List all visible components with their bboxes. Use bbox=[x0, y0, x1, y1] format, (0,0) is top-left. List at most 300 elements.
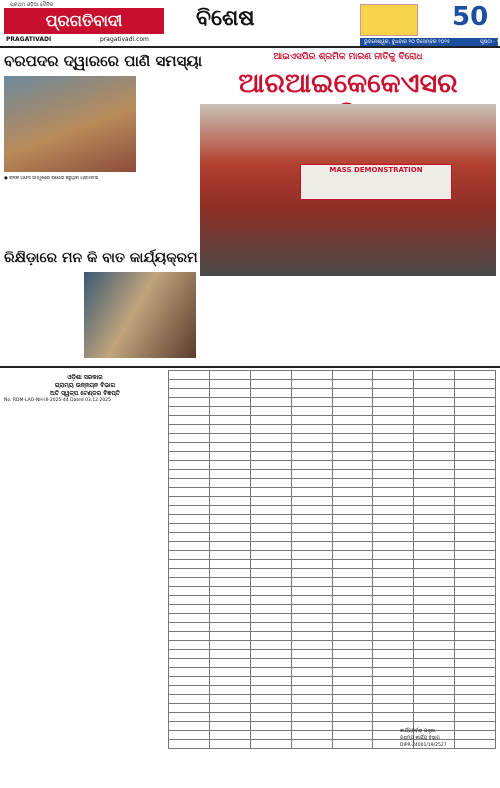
table-cell bbox=[169, 632, 210, 641]
table-cell bbox=[373, 398, 414, 407]
table-cell bbox=[373, 668, 414, 677]
table-row bbox=[169, 407, 496, 416]
masthead-subbrand: PRAGATIVADI bbox=[6, 36, 52, 43]
table-cell bbox=[291, 641, 332, 650]
table-row bbox=[169, 524, 496, 533]
table-cell bbox=[169, 380, 210, 389]
table-cell bbox=[291, 533, 332, 542]
table-cell bbox=[169, 722, 210, 731]
table-cell bbox=[332, 740, 373, 749]
table-cell bbox=[414, 407, 455, 416]
table-cell bbox=[373, 389, 414, 398]
table-cell bbox=[169, 695, 210, 704]
table-cell bbox=[250, 704, 291, 713]
table-cell bbox=[209, 641, 250, 650]
table-row bbox=[169, 479, 496, 488]
table-cell bbox=[414, 371, 455, 380]
table-cell bbox=[250, 371, 291, 380]
table-cell bbox=[169, 731, 210, 740]
table-cell bbox=[332, 596, 373, 605]
table-cell bbox=[455, 551, 496, 560]
table-cell bbox=[209, 488, 250, 497]
table-cell bbox=[209, 731, 250, 740]
table-cell bbox=[332, 677, 373, 686]
protest-banner: MASS DEMONSTRATION bbox=[300, 164, 452, 200]
table-cell bbox=[455, 461, 496, 470]
table-cell bbox=[250, 578, 291, 587]
table-cell bbox=[169, 488, 210, 497]
anniversary-mark: 50 bbox=[452, 2, 489, 32]
table-cell bbox=[250, 713, 291, 722]
table-cell bbox=[455, 686, 496, 695]
table-cell bbox=[414, 506, 455, 515]
tender-office: ଗ୍ରାମ୍ୟ ଉନ୍ନୟନ ବିଭାଗ bbox=[54, 382, 116, 389]
table-cell bbox=[414, 713, 455, 722]
table-cell bbox=[250, 641, 291, 650]
table-cell bbox=[169, 533, 210, 542]
table-cell bbox=[332, 686, 373, 695]
table-row bbox=[169, 515, 496, 524]
table-cell bbox=[169, 497, 210, 506]
table-cell bbox=[455, 596, 496, 605]
table-cell bbox=[455, 371, 496, 380]
table-cell bbox=[332, 641, 373, 650]
table-row bbox=[169, 623, 496, 632]
tender-org: ଓଡ଼ିଶା ସରକାର bbox=[67, 374, 103, 381]
table-cell bbox=[169, 506, 210, 515]
table-cell bbox=[169, 668, 210, 677]
table-cell bbox=[373, 533, 414, 542]
table-cell bbox=[250, 551, 291, 560]
table-row bbox=[169, 677, 496, 686]
table-row bbox=[169, 470, 496, 479]
table-cell bbox=[169, 713, 210, 722]
table-cell bbox=[209, 677, 250, 686]
table-cell bbox=[169, 407, 210, 416]
table-cell bbox=[373, 479, 414, 488]
table-cell bbox=[414, 398, 455, 407]
table-cell bbox=[209, 380, 250, 389]
table-cell bbox=[250, 461, 291, 470]
table-cell bbox=[250, 731, 291, 740]
table-cell bbox=[373, 695, 414, 704]
table-cell bbox=[455, 470, 496, 479]
table-cell bbox=[209, 398, 250, 407]
footer-signatory: କାର୍ଯ୍ୟନିର୍ବାହୀ ଯନ୍ତ୍ରୀ, bbox=[400, 729, 437, 734]
table-cell bbox=[414, 668, 455, 677]
table-cell bbox=[455, 569, 496, 578]
table-cell bbox=[209, 659, 250, 668]
table-row bbox=[169, 551, 496, 560]
ad-thumbnail bbox=[360, 4, 418, 36]
table-cell bbox=[414, 650, 455, 659]
table-cell bbox=[455, 695, 496, 704]
table-cell bbox=[332, 722, 373, 731]
table-cell bbox=[414, 434, 455, 443]
tender-ref bbox=[4, 398, 166, 403]
table-cell bbox=[291, 713, 332, 722]
table-row bbox=[169, 533, 496, 542]
table-cell bbox=[169, 452, 210, 461]
table-row bbox=[169, 371, 496, 380]
table-cell bbox=[455, 650, 496, 659]
table-row bbox=[169, 497, 496, 506]
table-cell bbox=[291, 731, 332, 740]
section-title: ବିଶେଷ bbox=[196, 6, 255, 31]
table-cell bbox=[209, 650, 250, 659]
table-cell bbox=[250, 479, 291, 488]
table-cell bbox=[291, 650, 332, 659]
table-row bbox=[169, 614, 496, 623]
table-cell bbox=[169, 443, 210, 452]
table-cell bbox=[455, 389, 496, 398]
story2-headline: ରିକ୍ଷିଡ଼ାରେ ମନ କି ବାତ କାର୍ଯ୍ୟକ୍ରମ bbox=[4, 250, 198, 266]
table-cell bbox=[291, 524, 332, 533]
table-cell bbox=[332, 416, 373, 425]
table-cell bbox=[250, 668, 291, 677]
table-cell bbox=[169, 740, 210, 749]
table-cell bbox=[455, 488, 496, 497]
table-cell bbox=[455, 524, 496, 533]
table-cell bbox=[169, 686, 210, 695]
table-cell bbox=[414, 551, 455, 560]
table-cell bbox=[414, 425, 455, 434]
table-cell bbox=[332, 515, 373, 524]
table-cell bbox=[291, 587, 332, 596]
table-cell bbox=[455, 479, 496, 488]
table-cell bbox=[169, 578, 210, 587]
table-cell bbox=[332, 704, 373, 713]
table-cell bbox=[414, 389, 455, 398]
table-cell bbox=[291, 461, 332, 470]
table-cell bbox=[250, 533, 291, 542]
table-cell bbox=[414, 497, 455, 506]
story2-body bbox=[4, 272, 80, 364]
table-cell bbox=[250, 632, 291, 641]
table-cell bbox=[250, 614, 291, 623]
section-divider bbox=[0, 366, 500, 368]
table-cell bbox=[373, 407, 414, 416]
table-cell bbox=[209, 596, 250, 605]
table-cell bbox=[373, 515, 414, 524]
table-cell bbox=[373, 713, 414, 722]
table-cell bbox=[209, 740, 250, 749]
table-cell bbox=[169, 596, 210, 605]
table-cell bbox=[414, 659, 455, 668]
table-cell bbox=[209, 497, 250, 506]
tender-table bbox=[168, 370, 496, 749]
masthead-tagline: ପ୍ରଥମ ଓଡ଼ିଆ ଦୈନିକ bbox=[10, 2, 54, 8]
table-cell bbox=[169, 623, 210, 632]
tender-title: ଅତି ସ୍ୱଳ୍ପ ଟେଣ୍ଡର ବିଜ୍ଞପ୍ତି bbox=[50, 390, 120, 397]
table-cell bbox=[332, 605, 373, 614]
table-cell bbox=[250, 686, 291, 695]
table-cell bbox=[414, 605, 455, 614]
table-cell bbox=[455, 398, 496, 407]
table-cell bbox=[209, 632, 250, 641]
table-cell bbox=[209, 578, 250, 587]
table-cell bbox=[291, 605, 332, 614]
table-cell bbox=[291, 452, 332, 461]
table-cell bbox=[332, 560, 373, 569]
table-cell bbox=[291, 695, 332, 704]
table-row bbox=[169, 542, 496, 551]
table-cell bbox=[414, 641, 455, 650]
table-cell bbox=[373, 434, 414, 443]
table-cell bbox=[455, 578, 496, 587]
table-cell bbox=[291, 371, 332, 380]
table-cell bbox=[455, 380, 496, 389]
table-cell bbox=[373, 497, 414, 506]
table-row bbox=[169, 650, 496, 659]
table-cell bbox=[332, 551, 373, 560]
table-cell bbox=[373, 443, 414, 452]
table-row bbox=[169, 389, 496, 398]
table-row bbox=[169, 704, 496, 713]
table-cell bbox=[373, 623, 414, 632]
table-cell bbox=[373, 542, 414, 551]
table-cell bbox=[169, 659, 210, 668]
table-cell bbox=[332, 524, 373, 533]
table-cell bbox=[250, 605, 291, 614]
table-row bbox=[169, 560, 496, 569]
table-cell bbox=[455, 533, 496, 542]
table-cell bbox=[250, 596, 291, 605]
table-cell bbox=[250, 740, 291, 749]
table-cell bbox=[209, 452, 250, 461]
table-cell bbox=[455, 542, 496, 551]
table-cell bbox=[250, 623, 291, 632]
table-cell bbox=[291, 659, 332, 668]
masthead-website[interactable]: pragativadi.com bbox=[100, 36, 149, 43]
table-cell bbox=[455, 452, 496, 461]
table-cell bbox=[169, 371, 210, 380]
table-row bbox=[169, 578, 496, 587]
table-cell bbox=[291, 515, 332, 524]
table-cell bbox=[250, 497, 291, 506]
table-row bbox=[169, 398, 496, 407]
table-cell bbox=[291, 596, 332, 605]
table-cell bbox=[455, 704, 496, 713]
table-cell bbox=[209, 605, 250, 614]
table-cell bbox=[332, 452, 373, 461]
table-row bbox=[169, 569, 496, 578]
table-cell bbox=[414, 470, 455, 479]
table-cell bbox=[250, 659, 291, 668]
table-cell bbox=[455, 587, 496, 596]
table-cell bbox=[250, 452, 291, 461]
table-cell bbox=[414, 623, 455, 632]
page-number: ପୃଷ୍ଠା - ୧ bbox=[480, 39, 500, 45]
table-cell bbox=[169, 425, 210, 434]
table-cell bbox=[455, 713, 496, 722]
table-cell bbox=[209, 524, 250, 533]
table-cell bbox=[250, 443, 291, 452]
story1-body bbox=[140, 78, 196, 248]
newspaper-logo[interactable]: ପ୍ରଗତିବାଦୀ bbox=[4, 8, 164, 34]
table-cell bbox=[169, 704, 210, 713]
tender-table-area bbox=[168, 370, 496, 724]
table-cell bbox=[291, 416, 332, 425]
table-cell bbox=[414, 461, 455, 470]
table-cell bbox=[291, 434, 332, 443]
table-cell bbox=[209, 668, 250, 677]
table-cell bbox=[373, 371, 414, 380]
table-row bbox=[169, 380, 496, 389]
table-cell bbox=[414, 632, 455, 641]
table-cell bbox=[291, 398, 332, 407]
table-cell bbox=[414, 524, 455, 533]
table-row bbox=[169, 632, 496, 641]
table-cell bbox=[332, 659, 373, 668]
table-cell bbox=[373, 587, 414, 596]
table-cell bbox=[291, 551, 332, 560]
table-cell bbox=[332, 614, 373, 623]
table-cell bbox=[414, 596, 455, 605]
table-cell bbox=[250, 695, 291, 704]
table-cell bbox=[209, 371, 250, 380]
table-cell bbox=[455, 506, 496, 515]
table-row bbox=[169, 506, 496, 515]
table-cell bbox=[291, 407, 332, 416]
table-cell bbox=[414, 488, 455, 497]
table-row bbox=[169, 641, 496, 650]
table-cell bbox=[169, 569, 210, 578]
table-cell bbox=[455, 434, 496, 443]
table-cell bbox=[373, 488, 414, 497]
table-cell bbox=[373, 614, 414, 623]
table-cell bbox=[455, 632, 496, 641]
table-cell bbox=[455, 641, 496, 650]
table-cell bbox=[250, 398, 291, 407]
table-cell bbox=[332, 407, 373, 416]
footer-dipr: DIPR-24001/19/2527 bbox=[400, 743, 447, 748]
table-cell bbox=[455, 407, 496, 416]
table-cell bbox=[209, 506, 250, 515]
table-cell bbox=[250, 470, 291, 479]
table-cell bbox=[291, 569, 332, 578]
table-row bbox=[169, 713, 496, 722]
table-cell bbox=[332, 470, 373, 479]
table-cell bbox=[373, 677, 414, 686]
table-row bbox=[169, 668, 496, 677]
table-cell bbox=[291, 740, 332, 749]
table-cell bbox=[414, 533, 455, 542]
table-cell bbox=[373, 416, 414, 425]
table-row bbox=[169, 587, 496, 596]
table-cell bbox=[414, 479, 455, 488]
table-cell bbox=[291, 470, 332, 479]
table-cell bbox=[209, 479, 250, 488]
table-cell bbox=[169, 479, 210, 488]
table-cell bbox=[209, 407, 250, 416]
table-cell bbox=[332, 380, 373, 389]
table-cell bbox=[250, 380, 291, 389]
table-cell bbox=[373, 596, 414, 605]
table-cell bbox=[414, 560, 455, 569]
table-cell bbox=[250, 569, 291, 578]
story1-headline: ବରପଦର ଦ୍ୱାରରେ ପାଣି ସମସ୍ୟା bbox=[4, 52, 203, 70]
table-cell bbox=[250, 407, 291, 416]
table-cell bbox=[291, 560, 332, 569]
table-cell bbox=[332, 443, 373, 452]
table-cell bbox=[169, 398, 210, 407]
table-cell bbox=[209, 443, 250, 452]
table-cell bbox=[250, 677, 291, 686]
table-row bbox=[169, 461, 496, 470]
tender-ref-no: No. RDM-LAO-NH-III-2025-44 bbox=[4, 398, 69, 403]
tender-footer bbox=[400, 728, 496, 749]
table-cell bbox=[414, 443, 455, 452]
table-cell bbox=[332, 434, 373, 443]
table-cell bbox=[291, 704, 332, 713]
table-cell bbox=[332, 479, 373, 488]
table-cell bbox=[250, 722, 291, 731]
table-cell bbox=[250, 488, 291, 497]
table-cell bbox=[414, 578, 455, 587]
table-cell bbox=[373, 704, 414, 713]
table-cell bbox=[373, 506, 414, 515]
table-cell bbox=[373, 632, 414, 641]
table-cell bbox=[455, 677, 496, 686]
table-cell bbox=[455, 515, 496, 524]
table-cell bbox=[291, 425, 332, 434]
table-cell bbox=[373, 380, 414, 389]
table-cell bbox=[373, 569, 414, 578]
table-cell bbox=[455, 416, 496, 425]
table-cell bbox=[250, 506, 291, 515]
table-cell bbox=[414, 695, 455, 704]
table-cell bbox=[414, 542, 455, 551]
tender-ref-date: Dated 03.12.2025 bbox=[70, 398, 111, 403]
table-cell bbox=[291, 722, 332, 731]
table-cell bbox=[373, 425, 414, 434]
table-cell bbox=[209, 533, 250, 542]
table-cell bbox=[455, 623, 496, 632]
table-cell bbox=[414, 587, 455, 596]
table-cell bbox=[414, 569, 455, 578]
table-cell bbox=[332, 623, 373, 632]
table-cell bbox=[250, 542, 291, 551]
table-cell bbox=[332, 542, 373, 551]
table-cell bbox=[414, 614, 455, 623]
table-row bbox=[169, 695, 496, 704]
table-cell bbox=[250, 434, 291, 443]
table-row bbox=[169, 686, 496, 695]
story1-caption: ● ବ୍ଲକ ଅଫିସ ସମ୍ମୁଖରେ ବିକ୍ଷୋଭ କରୁଥିବା ଗ୍ରାମବାସୀ bbox=[4, 176, 99, 181]
story1-photo bbox=[4, 76, 136, 172]
table-cell bbox=[332, 506, 373, 515]
table-cell bbox=[169, 587, 210, 596]
table-cell bbox=[209, 389, 250, 398]
table-cell bbox=[169, 677, 210, 686]
table-cell bbox=[291, 389, 332, 398]
table-cell bbox=[209, 704, 250, 713]
table-cell bbox=[373, 641, 414, 650]
table-cell bbox=[332, 695, 373, 704]
table-cell bbox=[169, 461, 210, 470]
table-row bbox=[169, 434, 496, 443]
table-cell bbox=[209, 425, 250, 434]
table-row bbox=[169, 659, 496, 668]
table-cell bbox=[209, 569, 250, 578]
table-cell bbox=[209, 461, 250, 470]
table-cell bbox=[455, 659, 496, 668]
table-cell bbox=[455, 497, 496, 506]
table-cell bbox=[414, 452, 455, 461]
table-cell bbox=[291, 479, 332, 488]
table-cell bbox=[332, 713, 373, 722]
